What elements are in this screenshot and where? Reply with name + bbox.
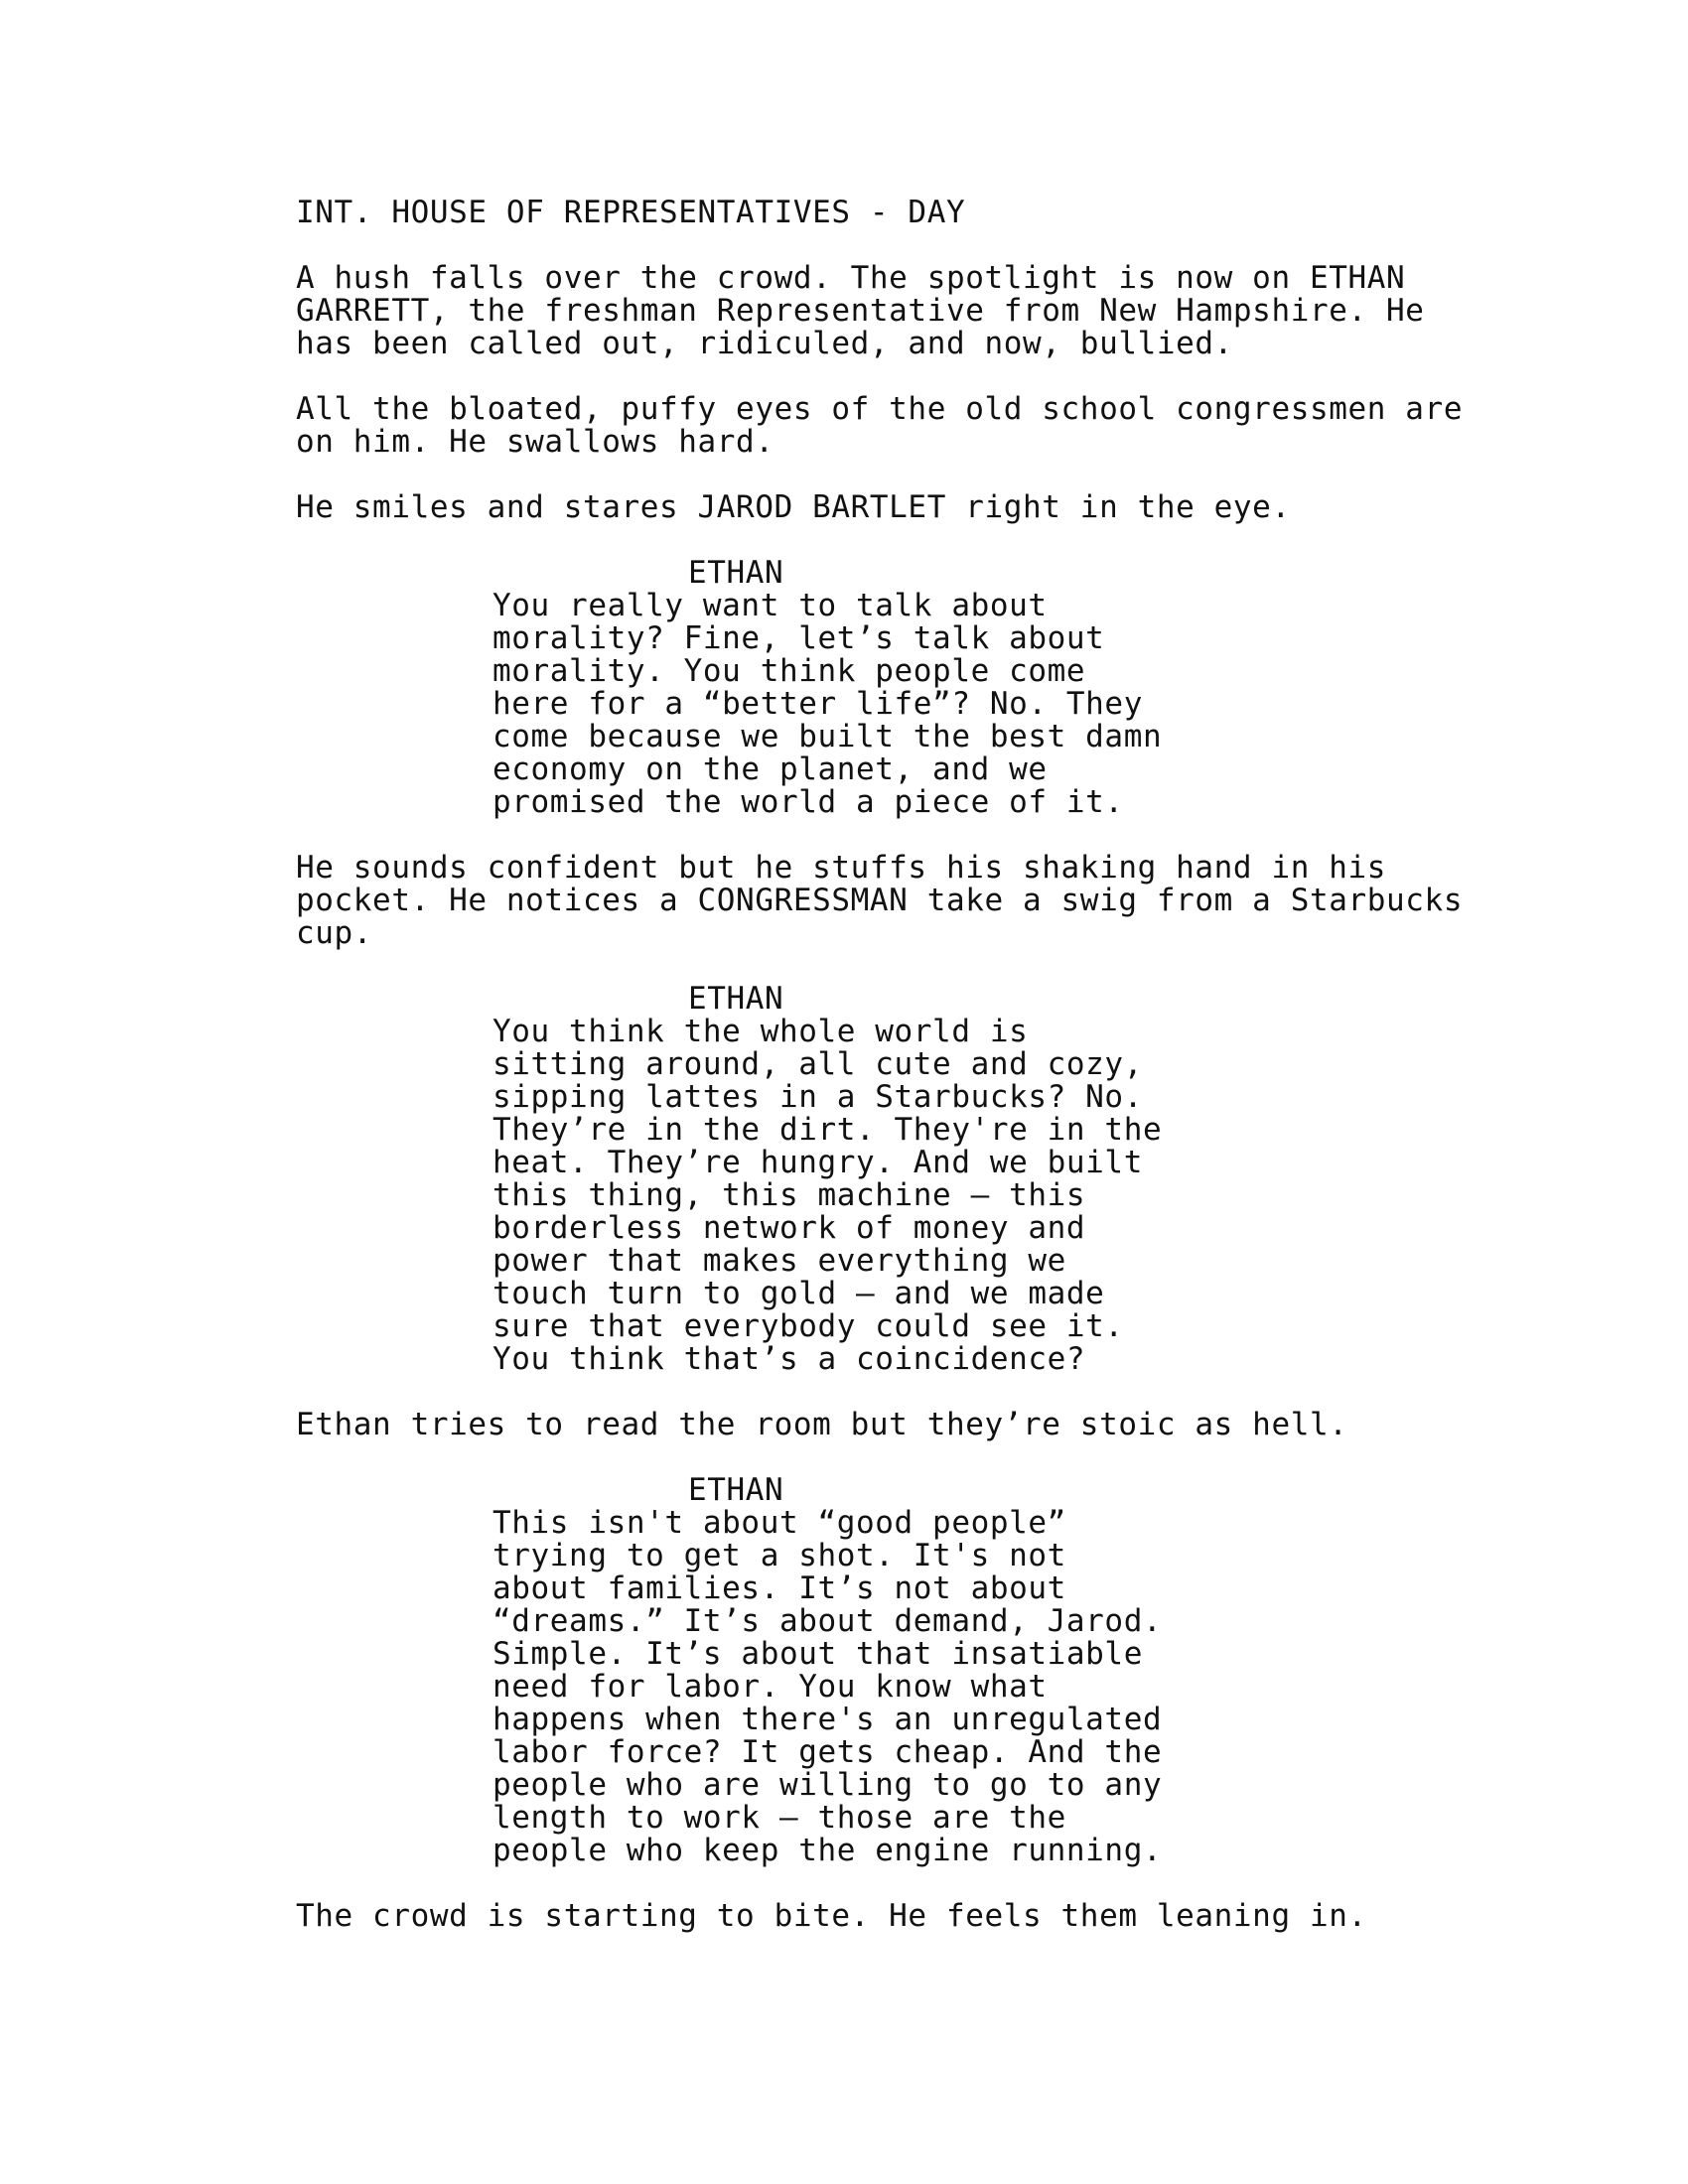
dialogue-line: borderless network of money and [492,1210,1086,1246]
action-line: cup. [296,915,373,951]
dialogue-line: touch turn to gold – and we made [492,1276,1105,1311]
action-line: pocket. He notices a CONGRESSMAN take a swig from a Starbucks [296,883,1464,918]
dialogue-line: sure that everybody could see it. [492,1308,1124,1344]
dialogue-line: economy on the planet, and we [492,751,1048,787]
action-line: A hush falls over the crowd. The spotlight is now on ETHAN [296,260,1406,296]
action-line: Ethan tries to read the room but they’re stoic as hell. [296,1407,1348,1442]
dialogue-line: morality. You think people come [492,653,1086,689]
dialogue-line: come because we built the best damn [492,719,1163,754]
character-name: ETHAN [688,1472,784,1508]
dialogue-line: sipping lattes in a Starbucks? No. [492,1079,1143,1115]
dialogue-line: You think the whole world is [492,1014,1029,1049]
dialogue-line: need for labor. You know what [492,1669,1048,1705]
dialogue-line: promised the world a piece of it. [492,784,1124,820]
action-line: He sounds confident but he stuffs his shaking hand in his [296,850,1387,886]
dialogue-line: this thing, this machine – this [492,1177,1086,1213]
dialogue-line: heat. They’re hungry. And we built [492,1145,1143,1180]
character-name: ETHAN [688,981,784,1017]
action-line: GARRETT, the freshman Representative from New Hampshire. He [296,293,1425,329]
dialogue-line: happens when there's an unregulated [492,1702,1163,1737]
action-line: He smiles and stares JAROD BARTLET right in the eye. [296,489,1291,525]
dialogue-line: people who are willing to go to any [492,1767,1163,1803]
dialogue-line: Simple. It’s about that insatiable [492,1636,1143,1672]
dialogue-line: You think that’s a coincidence? [492,1341,1086,1377]
action-line: on him. He swallows hard. [296,424,774,460]
dialogue-line: people who keep the engine running. [492,1833,1163,1868]
dialogue-line: labor force? It gets cheap. And the [492,1734,1163,1770]
dialogue-line: length to work – those are the [492,1800,1066,1836]
dialogue-line: They’re in the dirt. They're in the [492,1112,1163,1148]
action-line: All the bloated, puffy eyes of the old school congressmen are [296,391,1464,427]
dialogue-line: This isn't about “good people” [492,1505,1066,1541]
dialogue-line: here for a “better life”? No. They [492,686,1143,722]
dialogue-line: power that makes everything we [492,1243,1066,1279]
dialogue-line: You really want to talk about [492,588,1048,623]
scene-heading: INT. HOUSE OF REPRESENTATIVES - DAY [296,195,966,230]
dialogue-line: about families. It’s not about [492,1570,1066,1606]
action-line: has been called out, ridiculed, and now, bullied. [296,326,1233,361]
character-name: ETHAN [688,555,784,591]
dialogue-line: morality? Fine, let’s talk about [492,620,1105,656]
dialogue-line: sitting around, all cute and cozy, [492,1046,1143,1082]
dialogue-line: “dreams.” It’s about demand, Jarod. [492,1603,1163,1639]
dialogue-line: trying to get a shot. It's not [492,1538,1066,1573]
action-line: The crowd is starting to bite. He feels them leaning in. [296,1898,1367,1934]
